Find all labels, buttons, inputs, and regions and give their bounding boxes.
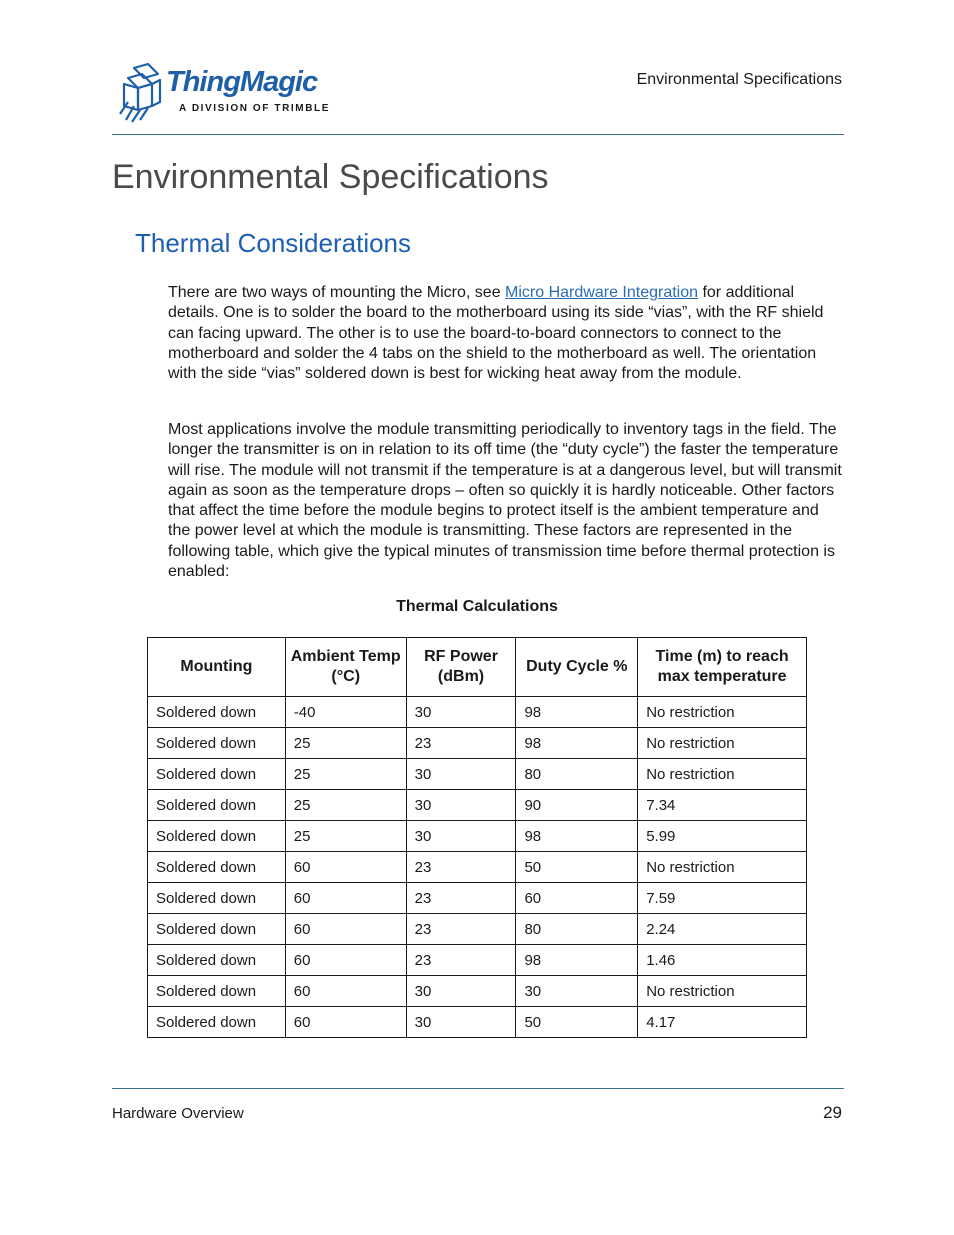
paragraph-mounting-text-2: for additional details. One is to solder the board to the motherboard using its side “vias”, with the RF shield can facing upward. The other is to use the board-to-board connectors to connect to the motherboard and solder the 4 tabs on the shield to the motherboard as well. The orientation with the side “vias” soldered down is best for wicking heat away from the module.	[168, 284, 824, 383]
thermal-calculations-table	[147, 637, 807, 1038]
header-mounting: Mounting	[148, 638, 286, 697]
table-cell: 23	[406, 914, 516, 945]
table-cell: 23	[406, 852, 516, 883]
table-cell: 50	[516, 852, 638, 883]
table-cell: 25	[285, 759, 406, 790]
header-ambient-temp: Ambient Temp (°C)	[285, 638, 406, 697]
table-row	[148, 883, 807, 914]
table-cell: 23	[406, 883, 516, 914]
table-cell: Soldered down	[148, 883, 286, 914]
page-number: 29	[823, 1103, 842, 1122]
table-cell: Soldered down	[148, 728, 286, 759]
logo-icon	[116, 62, 166, 126]
table-cell: 60	[285, 976, 406, 1007]
table-cell: Soldered down	[148, 852, 286, 883]
table-row	[148, 852, 807, 883]
table-cell: 30	[406, 976, 516, 1007]
table-cell: Soldered down	[148, 697, 286, 728]
table-cell: 4.17	[638, 1007, 807, 1038]
table-cell: Soldered down	[148, 945, 286, 976]
table-cell: -40	[285, 697, 406, 728]
table-cell: 60	[285, 1007, 406, 1038]
paragraph-duty-cycle: Most applications involve the module transmitting periodically to inventory tags in the field. The longer the transmitter is on in relation to its off time (the “duty cycle”) the faster the temperature will rise. The module will not transmit if the temperature is at a dangerous level, but will transmit again as soon as the temperature drops – often so quickly it is hardly noticeable. Other factors that affect the time before the module begins to protect itself is the ambient temperature and the power level at which the module is transmitting. These factors are represented in the following table, which give the typical minutes of transmission time before thermal protection is enabled:	[168, 421, 842, 581]
header-time-to-max: Time (m) to reach max temperature	[638, 638, 807, 697]
table-cell: Soldered down	[148, 759, 286, 790]
table-cell: 60	[285, 945, 406, 976]
table-row	[148, 821, 807, 852]
table-cell: No restriction	[638, 976, 807, 1007]
table-row	[148, 976, 807, 1007]
table-cell: 98	[516, 697, 638, 728]
table-cell: No restriction	[638, 759, 807, 790]
table-cell: No restriction	[638, 852, 807, 883]
table-cell: 60	[516, 883, 638, 914]
table-cell: 98	[516, 945, 638, 976]
table-cell: Soldered down	[148, 790, 286, 821]
table-cell: 7.34	[638, 790, 807, 821]
paragraph-mounting-text-1: There are two ways of mounting the Micro, see	[168, 284, 506, 301]
table-cell: 23	[406, 728, 516, 759]
header-rf-power: RF Power (dBm)	[406, 638, 516, 697]
page-title: Environmental Specifications	[112, 158, 549, 196]
logo-wordmark: ThingMagic	[166, 66, 318, 98]
table-cell: 50	[516, 1007, 638, 1038]
table-cell: 30	[516, 976, 638, 1007]
section-title: Thermal Considerations	[135, 228, 412, 258]
footer-divider	[112, 1088, 844, 1089]
footer-section-name: Hardware Overview	[112, 1105, 244, 1122]
table-cell: Soldered down	[148, 1007, 286, 1038]
table-row	[148, 697, 807, 728]
logo-tagline: A DIVISION OF TRIMBLE	[179, 103, 331, 114]
table-cell: 98	[516, 821, 638, 852]
table-cell: No restriction	[638, 697, 807, 728]
table-cell: 98	[516, 728, 638, 759]
table-cell: 80	[516, 759, 638, 790]
table-cell: 5.99	[638, 821, 807, 852]
table-cell: 1.46	[638, 945, 807, 976]
table-caption: Thermal Calculations	[396, 598, 558, 615]
table-cell: Soldered down	[148, 976, 286, 1007]
table-cell: 80	[516, 914, 638, 945]
table-cell: Soldered down	[148, 914, 286, 945]
table-cell: 25	[285, 728, 406, 759]
paragraph-mounting	[168, 283, 844, 384]
table-body	[148, 697, 807, 1038]
table-row	[148, 790, 807, 821]
table-row	[148, 914, 807, 945]
header-divider	[112, 134, 844, 135]
table-row	[148, 1007, 807, 1038]
table-row	[148, 759, 807, 790]
table-row	[148, 728, 807, 759]
table-cell: 25	[285, 821, 406, 852]
table-cell: No restriction	[638, 728, 807, 759]
table-cell: Soldered down	[148, 821, 286, 852]
table-cell: 23	[406, 945, 516, 976]
micro-hardware-integration-link[interactable]: Micro Hardware Integration	[505, 284, 699, 301]
thingmagic-logo	[116, 62, 331, 126]
table-cell: 60	[285, 914, 406, 945]
table-cell: 90	[516, 790, 638, 821]
table-cell: 30	[406, 1007, 516, 1038]
table-header-row	[148, 638, 807, 697]
table-cell: 2.24	[638, 914, 807, 945]
table-cell: 30	[406, 759, 516, 790]
header-duty-cycle: Duty Cycle %	[516, 638, 638, 697]
table-cell: 60	[285, 883, 406, 914]
table-cell: 7.59	[638, 883, 807, 914]
table-cell: 30	[406, 697, 516, 728]
running-header: Environmental Specifications	[636, 71, 842, 88]
table-cell: 30	[406, 790, 516, 821]
table-cell: 60	[285, 852, 406, 883]
table-cell: 25	[285, 790, 406, 821]
table-cell: 30	[406, 821, 516, 852]
table-row	[148, 945, 807, 976]
